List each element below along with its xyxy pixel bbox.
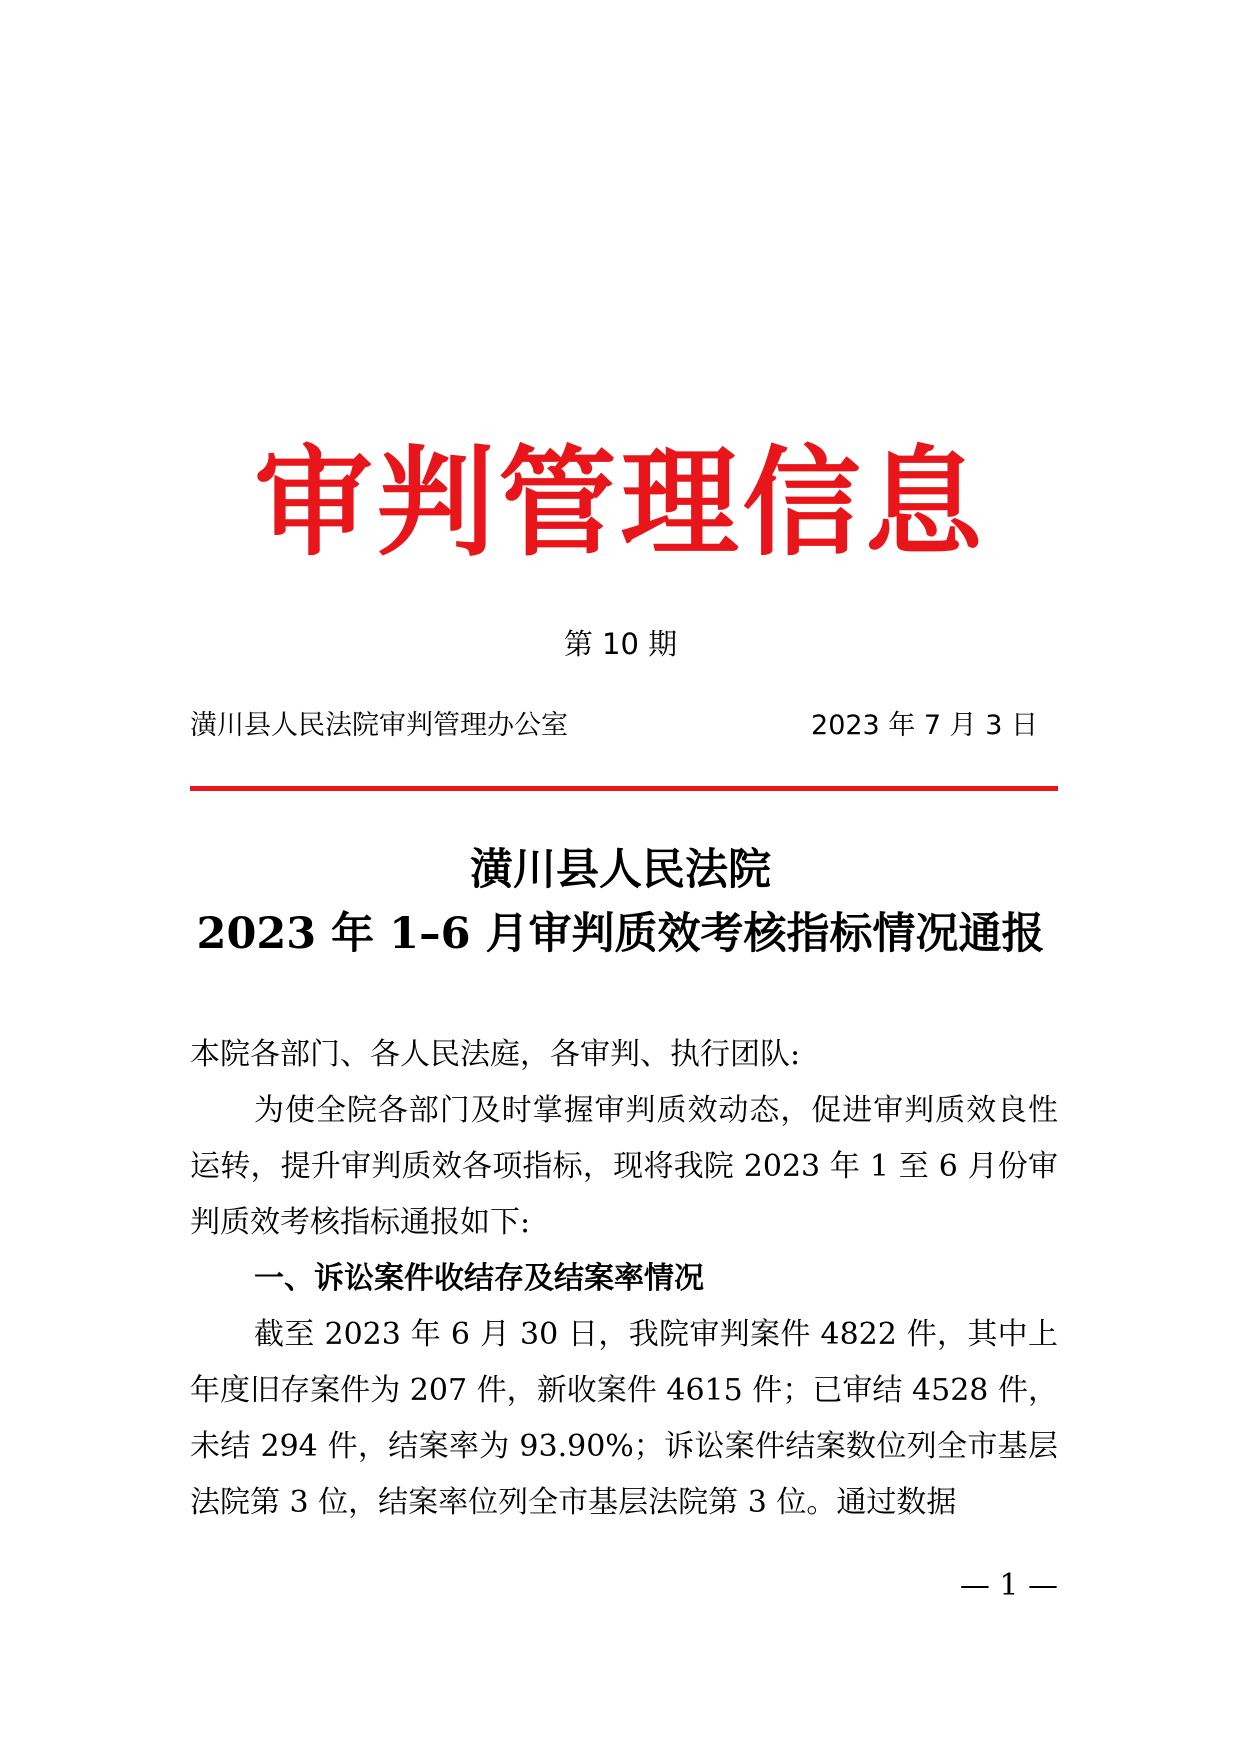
issuing-office: 潢川县人民法院审判管理办公室 — [190, 710, 568, 741]
section-1-paragraph: 截至 2023 年 6 月 30 日，我院审判案件 4822 件，其中上年度旧存案件为 207 件，新收案件 4615 件；已审结 4528 件，未结 294 件，结案率为 93.90%；诉讼案件结案数位列全市基层法院第 3 位，结案率位列全市基层法院第 3 位。通过数据 — [190, 1317, 1058, 1520]
document-body — [190, 1027, 1058, 1531]
document-title-line2: 2023 年 1–6 月审判质效考核指标情况通报 — [196, 909, 1045, 959]
issue-date: 2023 年 7 月 3 日 — [811, 710, 1038, 741]
document-title-line1: 潢川县人民法院 — [470, 845, 771, 895]
masthead-title: 审判管理信息 — [254, 434, 987, 572]
salutation: 本院各部门、各人民法庭，各审判、执行团队: — [190, 1037, 801, 1072]
masthead-meta — [190, 706, 1038, 746]
red-divider-line — [190, 786, 1058, 791]
issue-number: 第 10 期 — [563, 627, 678, 661]
page-number: — 1 — — [959, 1568, 1058, 1603]
section-heading-1: 一、诉讼案件收结存及结案率情况 — [254, 1261, 704, 1296]
intro-paragraph: 为使全院各部门及时掌握审判质效动态，促进审判质效良性运转，提升审判质效各项指标，现将我院 2023 年 1 至 6 月份审判质效考核指标通报如下: — [190, 1093, 1058, 1240]
